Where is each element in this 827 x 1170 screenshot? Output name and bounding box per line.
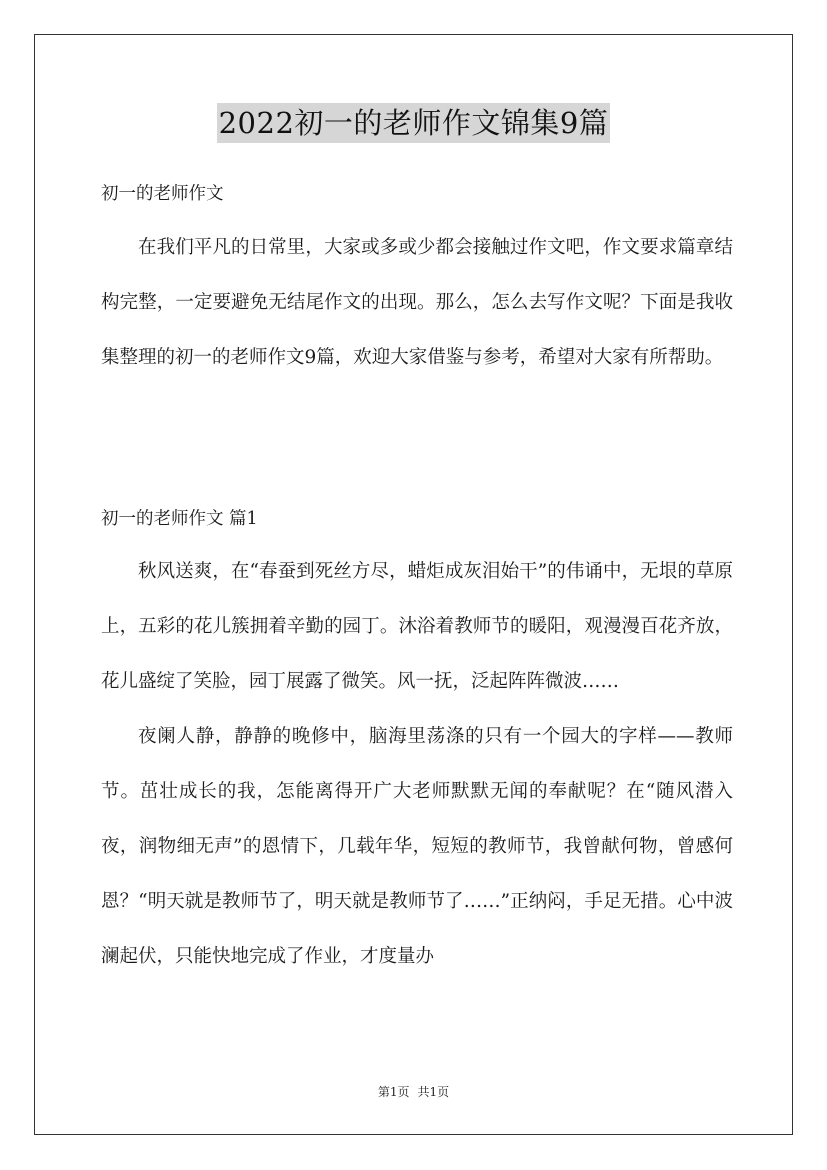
section-1-paragraph-2: 夜阑人静，静静的晚修中，脑海里荡涤的只有一个园大的字样——教师节。茁壮成长的我，怎能离得开广大老师默默无闻的奉献呢？在“随风潜入夜，润物细无声”的恩情下，几载年华，短短的教师节，我曾献何物，曾感何恩？“明天就是教师节了，明天就是教师节了……”正纳闷，手足无措。心中波澜起伏，只能快地完成了作业，才度量办 xyxy=(101,726,733,967)
page-total: 共1页 xyxy=(417,1085,450,1099)
intro-body xyxy=(101,220,733,385)
section-1-body xyxy=(101,544,733,984)
title-container xyxy=(0,103,827,143)
page-footer xyxy=(0,1084,827,1100)
section-1-paragraph-1: 秋风送爽，在“春蚕到死丝方尽，蜡炬成灰泪始干”的伟诵中，无垠的草原上，五彩的花儿簇拥着辛勤的园丁。沐浴着教师节的暖阳，观漫漫百花齐放，花儿盛绽了笑脸，园丁展露了微笑。风一抚，泛起阵阵微波…… xyxy=(101,561,733,692)
document-title: 2022初一的老师作文锦集9篇 xyxy=(217,103,611,143)
intro-paragraph: 在我们平凡的日常里，大家或多或少都会接触过作文吧，作文要求篇章结构完整，一定要避免无结尾作文的出现。那么，怎么去写作文呢？下面是我收集整理的初一的老师作文9篇，欢迎大家借鉴与参考，希望对大家有所帮助。 xyxy=(101,237,733,368)
section-heading-1: 初一的老师作文 篇1 xyxy=(101,509,258,529)
page-number: 第1页 xyxy=(377,1085,410,1099)
section-heading-intro: 初一的老师作文 xyxy=(101,184,224,204)
